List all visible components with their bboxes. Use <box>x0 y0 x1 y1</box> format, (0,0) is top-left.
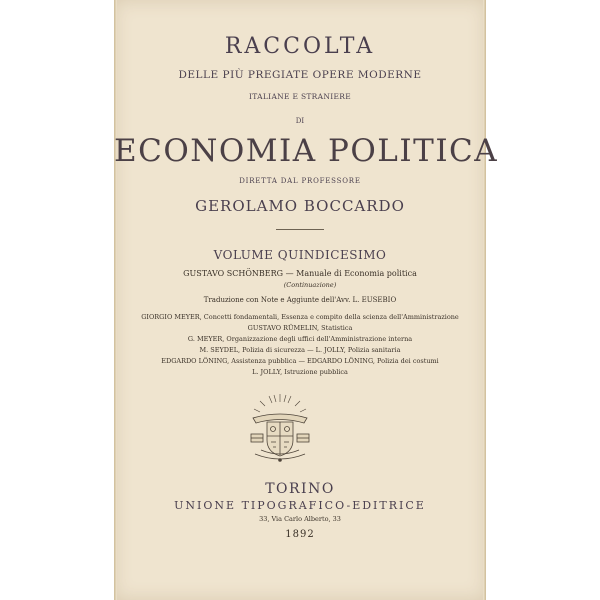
series-subtitle-1: DELLE PIÙ PREGIATE OPERE MODERNE <box>178 69 422 81</box>
printer-emblem-icon <box>247 392 313 464</box>
work-main: GUSTAVO SCHÖNBERG — Manuale di Economia politica <box>183 269 417 278</box>
contents-line: EDGARDO LÖNING, Assistenza pubblica — EDGARDO LÖNING, Polizia dei costumi <box>161 357 439 365</box>
translation-note: Traduzione con Note e Aggiunte dell'Avv. L. EUSEBIO <box>203 296 397 304</box>
publisher-name: UNIONE TIPOGRAFICO-EDITRICE <box>174 499 426 512</box>
contents-line: M. SEYDEL, Polizia di sicurezza — L. JOLLY, Polizia sanitaria <box>199 346 401 354</box>
publication-city: TORINO <box>265 481 335 497</box>
contents-line: GUSTAVO RÜMELIN, Statistica <box>247 324 353 332</box>
publisher-address: 33, Via Carlo Alberto, 33 <box>259 515 341 523</box>
main-title: ECONOMIA POLITICA <box>114 133 499 169</box>
series-subtitle-2: ITALIANE E STRANIERE <box>249 92 351 101</box>
divider-rule <box>276 229 324 230</box>
editor-name: GEROLAMO BOCCARDO <box>195 197 405 215</box>
publication-year: 1892 <box>285 529 315 540</box>
series-title: RACCOLTA <box>224 34 376 59</box>
contents-line: G. MEYER, Organizzazione degli uffici dell'Amministrazione interna <box>187 335 413 343</box>
volume-label: VOLUME QUINDICESIMO <box>213 248 387 262</box>
preposition-di: DI <box>295 117 305 125</box>
contents-line: L. JOLLY, Istruzione pubblica <box>252 368 348 376</box>
work-main-note: (Continuazione) <box>283 281 337 289</box>
contents-line: GIORGIO MEYER, Concetti fondamentali, Essenza e compito della scienza dell'Amministrazione <box>141 313 459 321</box>
directed-by: DIRETTA DAL PROFESSORE <box>239 177 361 185</box>
